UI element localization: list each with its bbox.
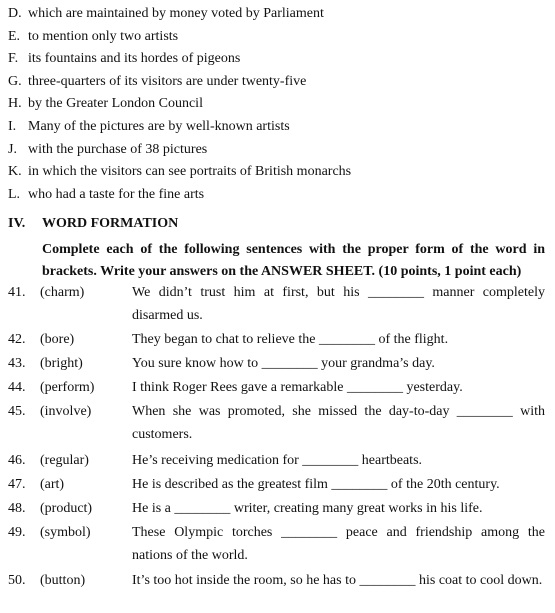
option-j <box>8 142 207 158</box>
option-g <box>8 74 306 90</box>
section-heading <box>8 216 178 232</box>
question-sentence: He is described as the greatest film ________ of the 20th century. <box>132 477 500 492</box>
option-e <box>8 29 178 45</box>
option-text: to mention only two artists <box>28 29 179 44</box>
option-letter: G. <box>8 74 22 89</box>
option-text: by the Greater London Council <box>28 96 203 111</box>
option-letter: E. <box>8 29 21 44</box>
question-root-word: (charm) <box>40 285 85 300</box>
question-sentence: These Olympic torches ________ peace and friendship among the nations of the world. <box>132 525 545 563</box>
question-sentence: When she was promoted, she missed the day-to-day ________ with customers. <box>132 404 545 442</box>
question-number: 50. <box>8 573 26 588</box>
question-root-word: (regular) <box>40 453 89 468</box>
question-sentence: They began to chat to relieve the ________ of the flight. <box>132 332 449 347</box>
option-f <box>8 51 240 67</box>
question-sentence: We didn’t trust him at first, but his ________ manner completely disarmed us. <box>132 285 545 323</box>
question-number: 43. <box>8 356 26 371</box>
question-root-word: (art) <box>40 477 65 492</box>
option-k <box>8 164 351 180</box>
question-root-word: (bore) <box>40 332 75 347</box>
option-text: in which the visitors can see portraits of British monarchs <box>28 164 352 179</box>
option-letter: J. <box>8 142 17 157</box>
question-number: 47. <box>8 477 26 492</box>
question-root-word: (perform) <box>40 380 95 395</box>
question-sentence: You sure know how to ________ your grandma’s day. <box>132 356 435 371</box>
option-letter: K. <box>8 164 22 179</box>
question-root-word: (involve) <box>40 404 92 419</box>
option-l <box>8 187 204 203</box>
question-number: 41. <box>8 285 26 300</box>
question-root-word: (bright) <box>40 356 83 371</box>
question-sentence: He is a ________ writer, creating many great works in his life. <box>132 501 483 516</box>
question-root-word: (product) <box>40 501 93 516</box>
question-root-word: (symbol) <box>40 525 91 540</box>
option-i <box>8 119 290 135</box>
question-number: 49. <box>8 525 26 540</box>
question-sentence: He’s receiving medication for ________ heartbeats. <box>132 453 423 468</box>
question-number: 44. <box>8 380 26 395</box>
question-number: 46. <box>8 453 26 468</box>
question-number: 42. <box>8 332 26 347</box>
option-letter: I. <box>8 119 17 134</box>
section-number: IV. <box>8 216 26 231</box>
option-letter: F. <box>8 51 19 66</box>
option-letter: L. <box>8 187 21 202</box>
option-letter: H. <box>8 96 22 111</box>
option-text: with the purchase of 38 pictures <box>28 142 208 157</box>
option-d <box>8 6 324 22</box>
question-number: 48. <box>8 501 26 516</box>
option-text: three-quarters of its visitors are under twenty-five <box>28 74 307 89</box>
option-letter: D. <box>8 6 22 21</box>
question-number: 45. <box>8 404 26 419</box>
question-root-word: (button) <box>40 573 86 588</box>
option-text: Many of the pictures are by well-known artists <box>28 119 290 134</box>
question-sentence: I think Roger Rees gave a remarkable ________ yesterday. <box>132 380 463 395</box>
option-text: which are maintained by money voted by Parliament <box>28 6 324 21</box>
section-title: WORD FORMATION <box>42 216 179 231</box>
question-sentence: It’s too hot inside the room, so he has to ________ his coat to cool down. <box>132 573 543 588</box>
section-instructions: Complete each of the following sentences with the proper form of the word in brackets. Write your answers on the ANSWER SHEET. (10 points, 1 point each) <box>42 242 545 279</box>
option-text: who had a taste for the fine arts <box>28 187 205 202</box>
option-text: its fountains and its hordes of pigeons <box>28 51 241 66</box>
option-h <box>8 96 203 112</box>
